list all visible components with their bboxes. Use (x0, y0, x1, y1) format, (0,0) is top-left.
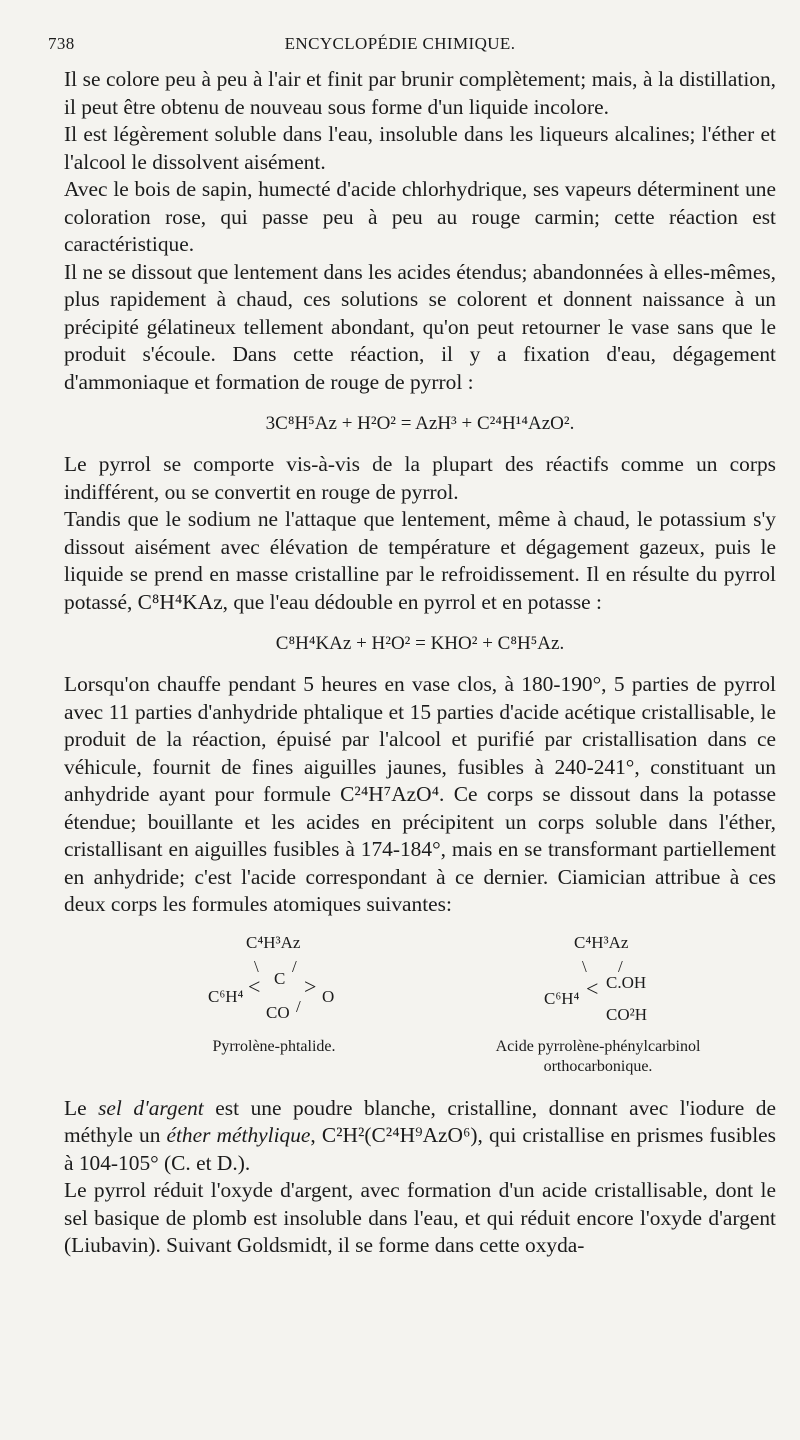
bond-line: / (292, 956, 297, 976)
text-run: est une poudre blanche, cristalline, donnant avec l'iodure de méthyle un (64, 1095, 776, 1147)
italic-term: éther méthylique (166, 1123, 311, 1147)
paragraph: Il ne se dissout que lentement dans les acides étendus; abandonnées à elles-mêmes, plus rapidement à chaud, ces solutions se colorent et donnent naissance à un précipité gélatineux tellement abondant, qu'on peut retourner le vase sans que le produit s'écoule. Dans cette réaction, il y a fixation d'eau, dégagement d'ammoniaque et formation de rouge de pyrrol : (64, 259, 776, 394)
bond-line: / (618, 956, 623, 976)
structure-caption: Pyrrolène-phtalide. (212, 1037, 336, 1055)
page-body (64, 66, 776, 1260)
paragraph: Le pyrrol réduit l'oxyde d'argent, avec formation d'un acide cristallisable, dont le sel basique de plomb est insoluble dans l'eau, et qui réduit encore l'oxyde d'argent (Liubavin). Suivant Goldsmidt, il se forme dans cette oxyda- (64, 1178, 776, 1257)
paragraph: Lorsqu'on chauffe pendant 5 heures en vase clos, à 180-190°, 5 parties de pyrrol avec 11 parties d'anhydride phtalique et 15 parties d'acide acétique cristallisable, le produit de la réaction, épuisé par l'alcool et purifié par cristallisation dans ce véhicule, fournit de fines aiguilles jaunes, fusibles à 240-241°, constituant un anhydride ayant pour formule C²⁴H⁷AzO⁴. Ce corps se dissout dans la potasse étendue; bouillante et les acides en précipitent un corps soluble dans l'éther, cristallisant en aiguilles fusibles à 174-184°, mais en se transformant partiellement en anhydride; c'est l'acide correspondant à ce dernier. Ciamician attribue à ces deux corps les formules atomiques suivantes: (64, 672, 776, 916)
group-label: CO (266, 1002, 290, 1022)
paragraph (64, 1095, 776, 1178)
italic-term: sel d'argent (98, 1095, 204, 1120)
bond-line: < (248, 973, 261, 999)
text-run: Le (64, 1095, 99, 1120)
atom-label: O (322, 986, 335, 1006)
bond-line: / (296, 996, 301, 1016)
structure-pyrrolene-phtalide (124, 927, 424, 1095)
equation: C⁸H⁴KAz + H²O² = KHO² + C⁸H⁵Az. (275, 633, 565, 654)
bond-line: \ (582, 956, 587, 976)
running-title: ENCYCLOPÉDIE CHIMIQUE. (284, 34, 516, 53)
group-label: CO²H (606, 1004, 647, 1024)
page-number: 738 (48, 34, 75, 53)
bond-line: > (304, 973, 317, 999)
bond-line: \ (254, 956, 259, 976)
group-label: C.OH (606, 972, 647, 992)
group-label: C⁴H³Az (574, 932, 629, 952)
text-run: , C²H²(C²⁴H⁹AzO⁶), qui cristallise en prismes fusibles à 104-105° (C. et D.). (64, 1123, 776, 1175)
paragraph: Tandis que le sodium ne l'attaque que lentement, même à chaud, le potassium s'y dissout aisément avec élévation de température et dégagement gazeux, puis le liquide se prend en masse cristalline par le refroidissement. Il en résulte du pyrrol potassé, C⁸H⁴KAz, que l'eau dédouble en pyrrol et en potasse : (64, 507, 776, 614)
paragraph: Avec le bois de sapin, humecté d'acide chlorhydrique, ses vapeurs déterminent une coloration rose, qui passe peu à peu au rouge carmin; cette réaction est caractéristique. (64, 177, 776, 256)
group-label: C⁶H⁴ (208, 986, 244, 1006)
structural-formulas (64, 927, 776, 1095)
paragraph: Il est légèrement soluble dans l'eau, insoluble dans les liqueurs alcalines; l'éther et l'alcool le dissolvent aisément. (64, 122, 776, 174)
page-header (48, 34, 752, 58)
structure-carbinol-acid (448, 927, 748, 1095)
group-label: C⁴H³Az (246, 932, 301, 952)
paragraph: Le pyrrol se comporte vis-à-vis de la plupart des réactifs comme un corps indifférent, ou se convertit en rouge de pyrrol. (64, 452, 776, 504)
paragraph: Il se colore peu à peu à l'air et finit par brunir complètement; mais, à la distillation, il peut être obtenu de nouveau sous forme d'un liquide incolore. (64, 67, 776, 119)
structure-caption: Acide pyrrolène-phénylcarbinol orthocarbonique. (495, 1037, 701, 1075)
group-label: C⁶H⁴ (544, 988, 580, 1008)
atom-label: C (274, 968, 286, 988)
bond-line: < (586, 975, 599, 1001)
equation: 3C⁸H⁵Az + H²O² = AzH³ + C²⁴H¹⁴AzO². (265, 413, 575, 434)
